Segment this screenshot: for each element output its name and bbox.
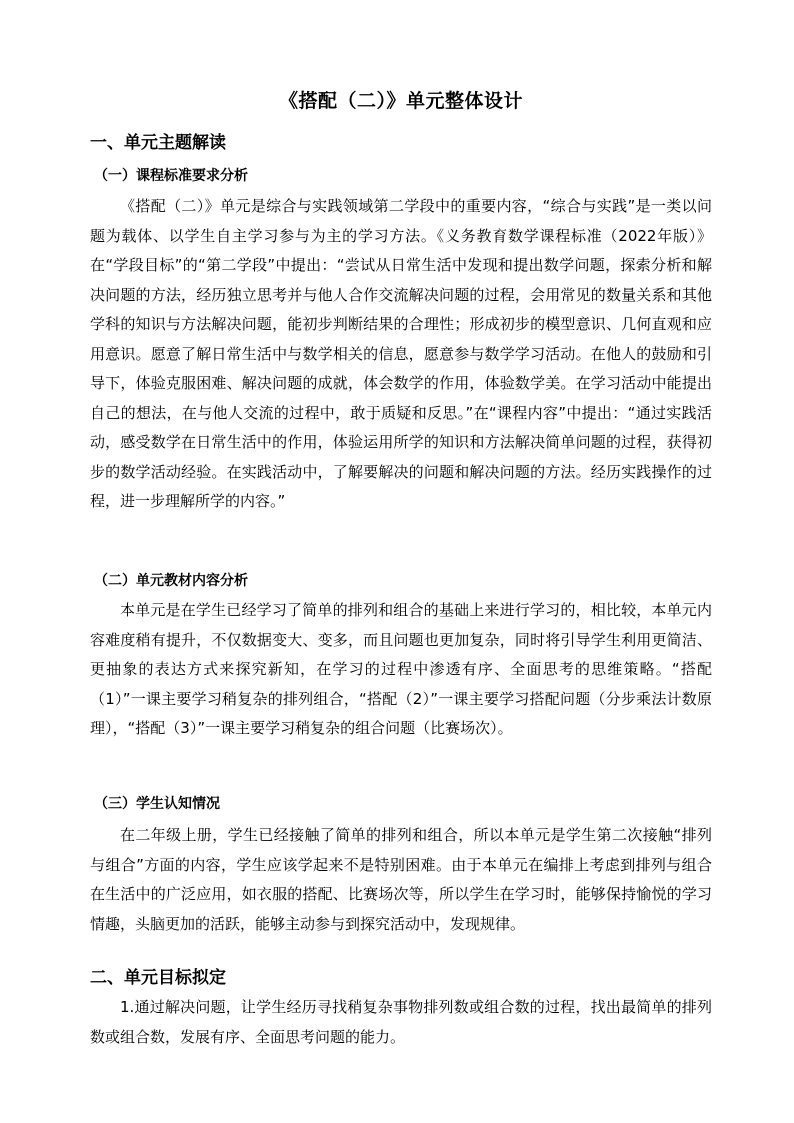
subsection-heading-3: （三）学生认知情况 [94,796,220,812]
paragraph-goal-1: 1.通过解决问题，让学生经历寻找稍复杂事物排列数或组合数的过程，找出最简单的排列数或组合数，发展有序、全面思考问题的能力。 [90,998,712,1046]
page-title: 《搭配（二）》单元整体设计 [278,90,523,112]
subsection-heading-1: （一）课程标准要求分析 [94,168,248,184]
subsection-heading-2: （二）单元教材内容分析 [94,573,248,589]
paragraph-textbook-analysis: 本单元是在学生已经学习了简单的排列和组合的基础上来进行学习的，相比较，本单元内容难度稍有提升，不仅数据变大、变多，而且问题也更加复杂，同时将引导学生利用更简洁、更抽象的表达方式来探究新知，在学习的过程中渗透有序、全面思考的思维策略。“搭配（1）”一课主要学习稍复杂的排列组合，“搭配（2）”一课主要学习搭配问题（分步乘法计数原理），“搭配（3）”一课主要学习稍复杂的组合问题（比赛场次）。 [90,601,712,737]
section-heading-1: 一、单元主题解读 [90,133,226,153]
paragraph-student-cognition: 在二年级上册，学生已经接触了简单的排列和组合，所以本单元是学生第二次接触“排列与组合”方面的内容，学生应该学起来不是特别困难。由于本单元在编排上考虑到排列与组合在生活中的广泛应用，如衣服的搭配、比赛场次等，所以学生在学习时，能够保持愉悦的学习情趣，头脑更加的活跃，能够主动参与到探究活动中，发现规律。 [90,826,712,933]
paragraph-curriculum-analysis: 《搭配（二）》单元是综合与实践领域第二学段中的重要内容，“综合与实践”是一类以问题为载体、以学生自主学习参与为主的学习方法。《义务教育数学课程标准（2022年版）》在“学段目标”的“第二学段”中提出：“尝试从日常生活中发现和提出数学问题，探索分析和解决问题的方法，经历独立思考并与他人合作交流解决问题的过程，会用常见的数量关系和其他学科的知识与方法解决问题，能初步判断结果的合理性；形成初步的模型意识、几何直观和应用意识。愿意了解日常生活中与数学相关的信息，愿意参与数学学习活动。在他人的鼓励和引导下，体验克服困难、解决问题的成就，体会数学的作用，体验数学美。在学习活动中能提出自己的想法，在与他人交流的过程中，敢于质疑和反思。”在“课程内容”中提出：“通过实践活动，感受数学在日常生活中的作用，体验运用所学的知识和方法解决简单问题的过程，获得初步的数学活动经验。在实践活动中，了解要解决的问题和解决问题的方法。经历实践操作的过程，进一步理解所学的内容。” [90,197,712,510]
section-heading-2: 二、单元目标拟定 [90,968,226,988]
